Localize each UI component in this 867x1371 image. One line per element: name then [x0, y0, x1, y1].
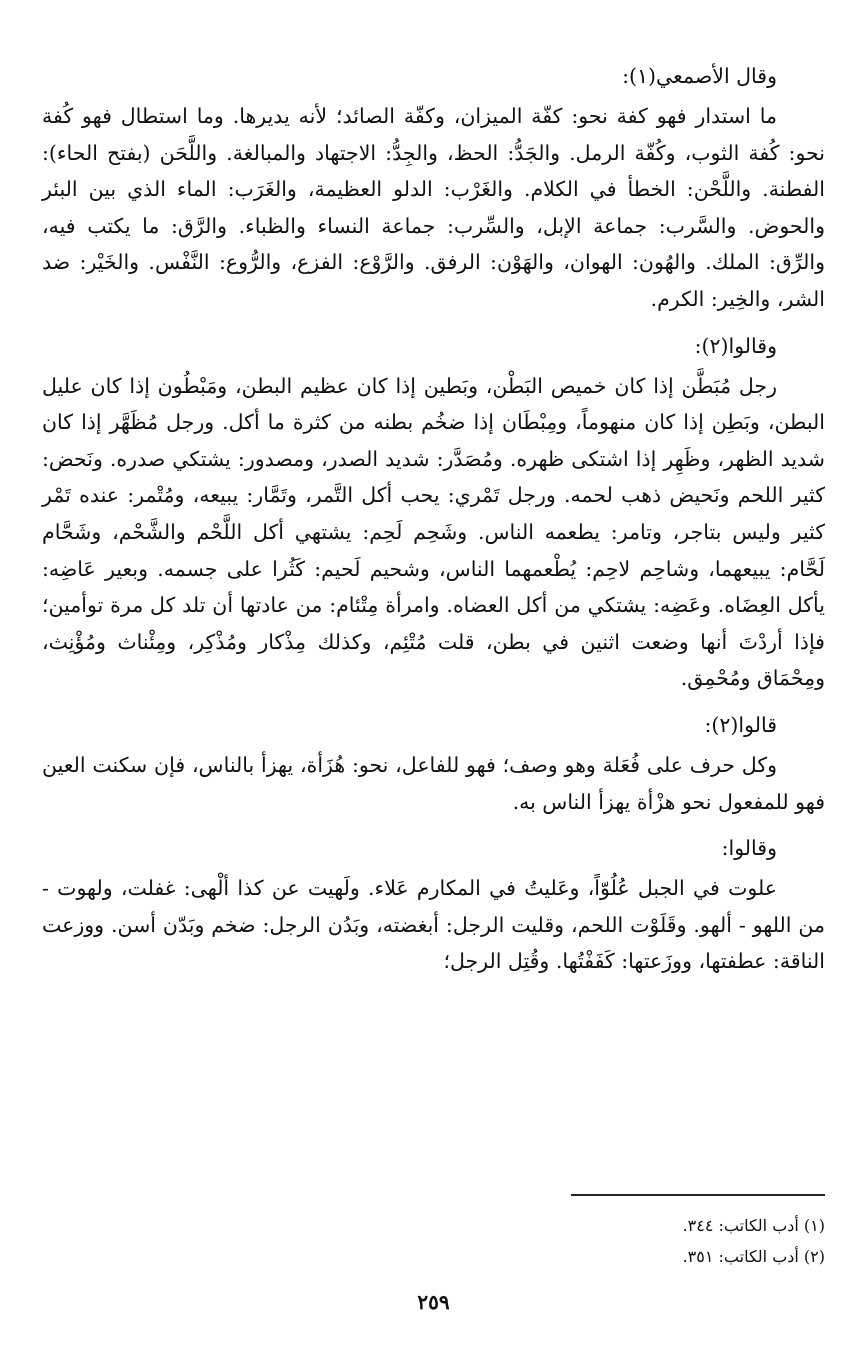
section-paragraph-2	[42, 368, 825, 697]
section-paragraph-3	[42, 747, 825, 820]
paragraph-text: وكل حرف على فُعَلة وهو وصف؛ فهو للفاعل، نحو: هُزَأة، يهزأ بالناس، فإن سكنت العين فهو للمفعول نحو هزْأة يهزأ الناس به.	[42, 752, 825, 814]
footnote-1: (١) أدب الكاتب: ٣٤٤.	[682, 1216, 825, 1235]
paragraph-text: رجل مُبَطَّن إذا كان خميص البَطْن، وبَطين إذا كان عظيم البطن، ومَبْطُون إذا كان عليل البطن، وبَطِن إذا كان منهوماً، ومِبْطَان إذا ضخُم بطنه من كثرة ما أكل. ورجل مُظَهَّر إذا كان شديد الظهر، وظَهِر إذا اشتكى ظهره. ومُصَدَّر: شديد الصدر، ومصدور: يشتكي صدره. ونَحض: كثير اللحم ونَحيض ذهب لحمه. ورجل تَمْري: يحب أكل التَّمر، وتَمَّار: يبيعه، ومُتْمر: عنده تَمْر كثير وليس بتاجر، وتامر: يطعمه الناس. وشَحِم لَحِم: يشتهي أكل اللَّحْم والشَّحْم، وشَحَّام لَحَّام: يبيعهما، وشاحِم لاحِم: يُطْعمهما الناس، وشحيم لَحيم: كَثُرا على جسمه. وبعير عَاضِه: يأكل العِضَاه. وعَضِه: يشتكي من أكل العضاه. وامرأة مِتْئام: من عادتها أن تلد كل مرة توأمين؛ فإذا أردْتَ أنها وضعت اثنين في بطن، قلت مُتْئِم، وكذلك مِذْكار ومُذْكِر، ومِئْناث ومُؤْنِث، ومِحْمَاق ومُحْمِق.	[42, 373, 825, 691]
section-paragraph-1	[42, 98, 825, 318]
section-paragraph-4	[42, 870, 825, 980]
section-heading-1: وقال الأصمعي(١):	[622, 64, 777, 88]
section-heading-4: وقالوا:	[721, 836, 777, 861]
paragraph-text: علوت في الجبل عُلُوّاً، وعَليتُ في المكارم عَلاء. ولَهيت عن كذا ألْهى: غفلت، ولهوت - من اللهو - ألهو. وقَلَوْت اللحم، وقليت الرجل: أبغضته، وبَدُن الرجل: ضخم وبَدّن أسن. ووزعت الناقة: عطفتها، ووزَعتها: كَفَفْتُها. وقُتِل الرجل؛	[42, 876, 825, 974]
page-number: ٢٥٩	[417, 1290, 450, 1314]
footnote-separator	[571, 1194, 825, 1196]
footnote-2: (٢) أدب الكاتب: ٣٥١.	[682, 1247, 825, 1266]
footnotes	[42, 1210, 825, 1272]
paragraph-text: ما استدار فهو كفة نحو: كفّة الميزان، وكفّة الصائد؛ لأنه يديرها. وما استطال فهو كُفة نحو: كُفة الثوب، وكُفّة الرمل. والجَدُّ: الحظ، والجِدُّ: الاجتهاد والمبالغة. واللَّحَن (بفتح الحاء): الفطنة. واللَّحْن: الخطأ في الكلام. والغَرْب: الدلو العظيمة، والغَرَب: الماء الذي بين البئر والحوض. والسَّرب: جماعة الإبل، والسِّرب: جماعة النساء والظباء. والرَّق: ما يكتب فيه، والرِّق: الملك. والهُون: الهوان، والهَوْن: الرفق. والرَّوْع: الفزع، والرُّوع: النَّفْس. والخَيْر: ضد الشر، والخِير: الكرم.	[42, 104, 825, 311]
section-heading-2: وقالوا(٢):	[694, 333, 777, 358]
section-heading-3: قالوا(٢):	[704, 712, 777, 737]
